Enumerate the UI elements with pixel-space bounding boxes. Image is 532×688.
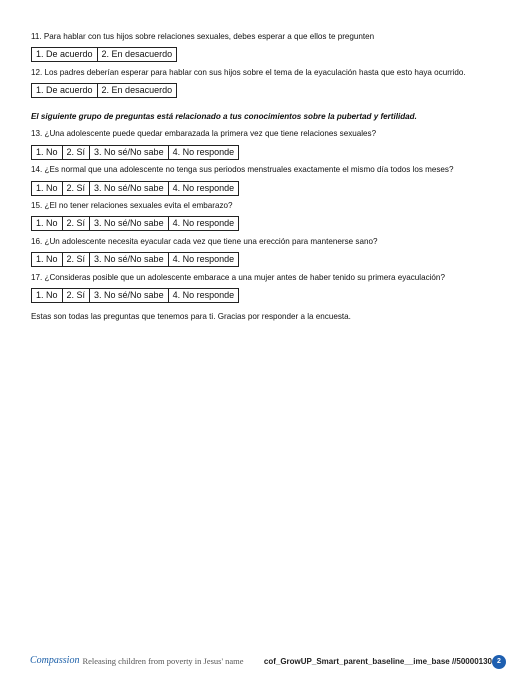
closing-text: Estas son todas las preguntas que tenemos para ti. Gracias por responder a la encuesta. <box>31 312 351 321</box>
question-14-options <box>31 181 239 196</box>
question-12: 12. Los padres deberían esperar para hablar con sus hijos sobre el tema de la eyaculación hasta que esto haya ocurrido. <box>31 68 466 77</box>
q13-option-3[interactable]: 3. No sé/No sabe <box>90 146 169 159</box>
question-11-options <box>31 47 177 62</box>
q15-option-1[interactable]: 1. No <box>32 217 63 230</box>
q17-option-3[interactable]: 3. No sé/No sabe <box>90 289 169 302</box>
section-heading: El siguiente grupo de preguntas está relacionado a tus conocimientos sobre la pubertad y fertilidad. <box>31 112 417 121</box>
question-13-options <box>31 145 239 160</box>
question-17-options <box>31 288 239 303</box>
compassion-logo <box>30 655 244 666</box>
q13-option-2[interactable]: 2. Sí <box>63 146 91 159</box>
q11-option-2[interactable]: 2. En desacuerdo <box>101 49 173 59</box>
q16-option-3[interactable]: 3. No sé/No sabe <box>90 253 169 266</box>
question-14: 14. ¿Es normal que una adolescente no tenga sus periodos menstruales exactamente el mismo día todos los meses? <box>31 165 454 174</box>
q14-option-2[interactable]: 2. Sí <box>63 182 91 195</box>
q16-option-4[interactable]: 4. No responde <box>172 254 235 264</box>
document-code: cof_GrowUP_Smart_parent_baseline__ime_base //50000130 <box>263 657 492 666</box>
q15-option-2[interactable]: 2. Sí <box>63 217 91 230</box>
q17-option-1[interactable]: 1. No <box>32 289 63 302</box>
q11-option-1[interactable]: 1. De acuerdo <box>32 48 98 61</box>
question-17: 17. ¿Consideras posible que un adolescente embarace a una mujer antes de haber tenido su primera eyaculación? <box>31 273 445 282</box>
question-11: 11. Para hablar con tus hijos sobre relaciones sexuales, debes esperar a que ellos te pregunten <box>31 32 375 41</box>
question-16-options <box>31 252 239 267</box>
q16-option-2[interactable]: 2. Sí <box>63 253 91 266</box>
q13-option-1[interactable]: 1. No <box>32 146 63 159</box>
question-16: 16. ¿Un adolescente necesita eyacular cada vez que tiene una erección para mantenerse sano? <box>31 237 378 246</box>
question-15-options <box>31 216 239 231</box>
q15-option-3[interactable]: 3. No sé/No sabe <box>90 217 169 230</box>
question-13: 13. ¿Una adolescente puede quedar embarazada la primera vez que tiene relaciones sexuales? <box>31 129 377 138</box>
q17-option-2[interactable]: 2. Sí <box>63 289 91 302</box>
q15-option-4[interactable]: 4. No responde <box>172 218 235 228</box>
page-number-badge: 2 <box>492 655 506 669</box>
q14-option-4[interactable]: 4. No responde <box>172 183 235 193</box>
q14-option-1[interactable]: 1. No <box>32 182 63 195</box>
question-12-options <box>31 83 177 98</box>
q17-option-4[interactable]: 4. No responde <box>172 290 235 300</box>
logo-tagline: Releasing children from poverty in Jesus' name <box>82 656 244 666</box>
q14-option-3[interactable]: 3. No sé/No sabe <box>90 182 169 195</box>
q12-option-2[interactable]: 2. En desacuerdo <box>101 85 173 95</box>
question-15: 15. ¿El no tener relaciones sexuales evita el embarazo? <box>31 201 233 210</box>
q12-option-1[interactable]: 1. De acuerdo <box>32 84 98 97</box>
q16-option-1[interactable]: 1. No <box>32 253 63 266</box>
logo-wordmark: Compassion <box>30 655 80 666</box>
q13-option-4[interactable]: 4. No responde <box>172 147 235 157</box>
